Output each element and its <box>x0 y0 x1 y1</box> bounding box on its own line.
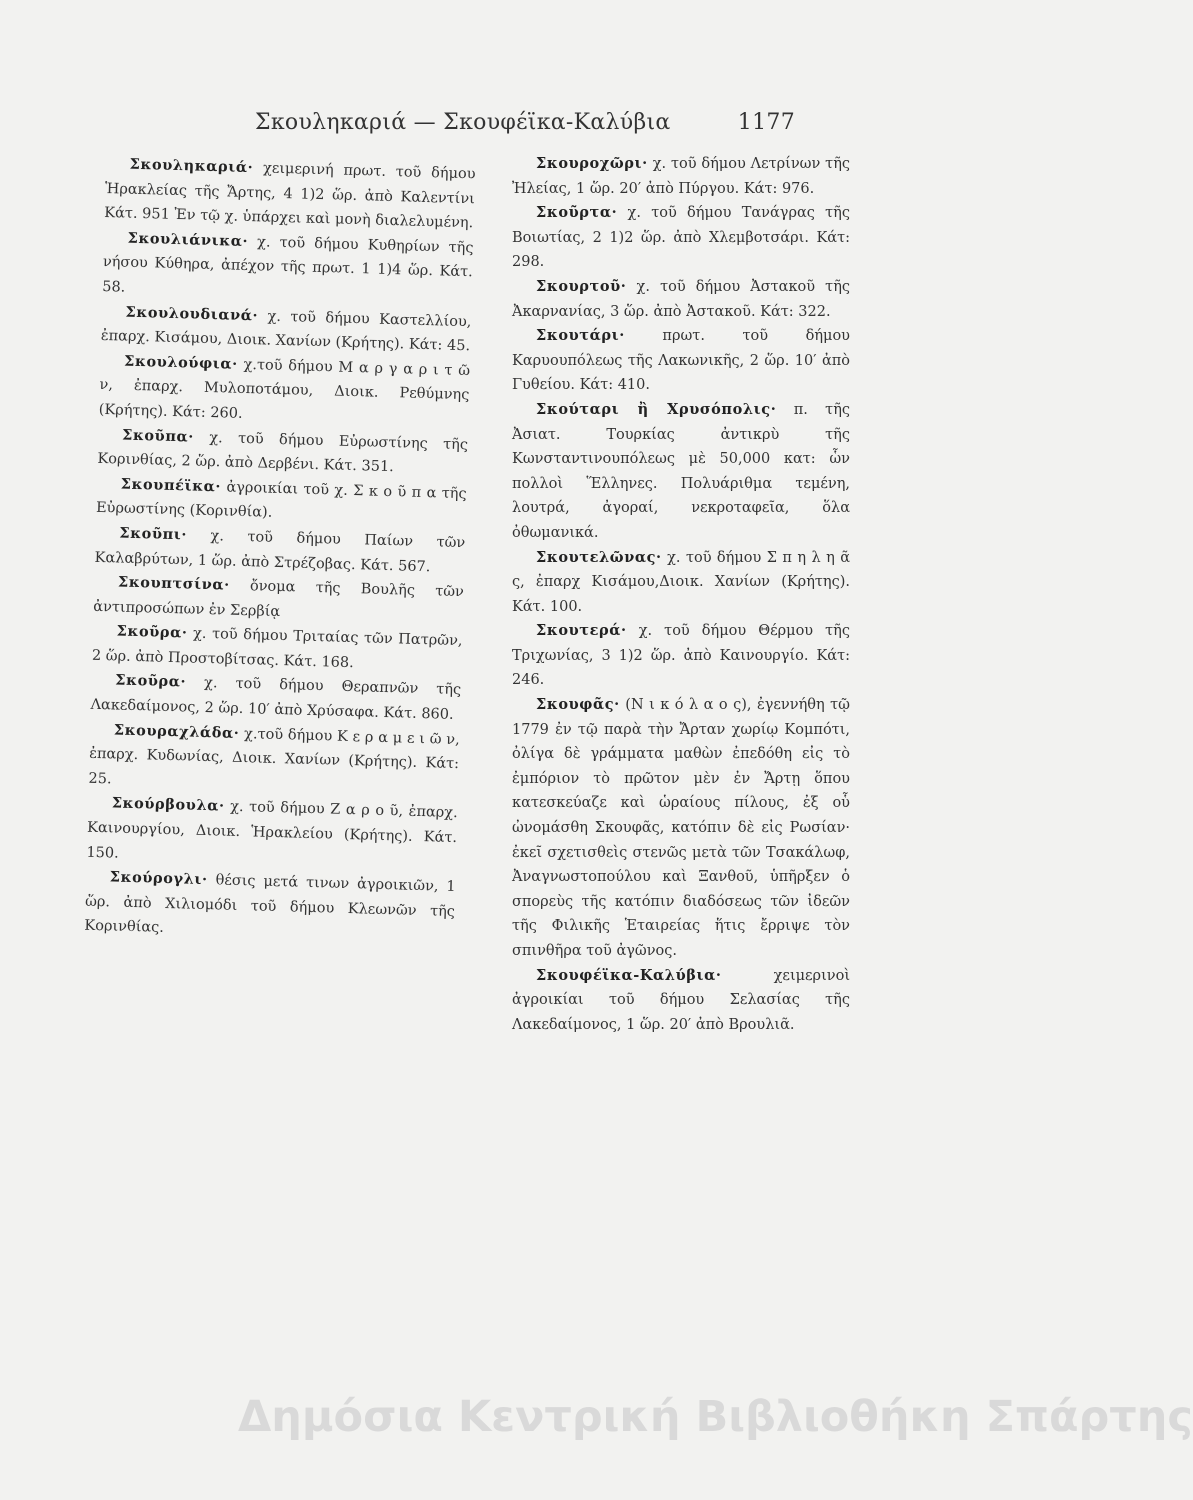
entry-headword: Σκουτάρι· <box>536 327 625 345</box>
dictionary-entry <box>512 619 850 693</box>
dictionary-entry <box>512 964 850 1038</box>
entry-text: χ. τοῦ δήμου Παίων τῶν Καλαβρύτων, 1 ὥρ. ἀπὸ Στρέζοβας. Κάτ. 567. <box>94 527 466 575</box>
entry-text: χ. τοῦ δήμου Λετρίνων τῆς Ἠλείας, 1 ὥρ. 20′ ἀπὸ Πύργου. Κάτ: 976. <box>512 156 850 197</box>
entry-headword: Σκοῦπα· <box>121 426 195 446</box>
dictionary-entry <box>86 791 458 875</box>
dictionary-entry <box>84 865 456 949</box>
entry-headword: Σκοῦρα· <box>115 671 187 691</box>
entry-headword: Σκουραχλάδα· <box>113 721 240 742</box>
dictionary-entry <box>104 152 476 236</box>
entry-text: χ. τοῦ δήμου Σ π η λ η ᾶ ς, ἐπαρχ Κισάμου,Διοικ. Χανίων (Κρήτης). Κάτ. 100. <box>512 549 850 615</box>
library-watermark: Δημόσια Κεντρική Βιβλιοθήκη Σπάρτης <box>238 1392 1193 1442</box>
entry-headword: Σκοῦρτα· <box>536 204 618 222</box>
entry-headword: Σκούρογλι· <box>109 868 208 889</box>
dictionary-entry <box>512 152 850 201</box>
entry-headword: Σκουροχῶρι· <box>536 155 648 172</box>
dictionary-entry <box>512 275 850 324</box>
right-column <box>512 152 850 1037</box>
entry-headword: Σκουλουδιανά· <box>125 303 259 324</box>
dictionary-entry <box>102 226 474 310</box>
entry-text: χ. τοῦ δήμου Καστελλίου, ἐπαρχ. Κισάμου, Διοικ. Χανίων (Κρήτης). Κάτ: 45. <box>100 307 472 355</box>
entry-text: π. τῆς Ἀσιατ. Τουρκίας ἀντικρὺ τῆς Κωνσταντινουπόλεως μὲ 50,000 κατ: ὧν πολλοὶ Ἕλληνες. Πολυάριθμα τεμένη, λουτρά, ἀγοραί, νεκροταφεῖα, ὅλα ὀθωμανικά. <box>512 401 850 541</box>
entry-text: χειμερινή πρωτ. τοῦ δήμου Ἡρακλείας τῆς Ἄρτης, 4 1)2 ὥρ. ἀπὸ Καλεντίνι Κάτ. 951 Ἐν τῷ χ. ὑπάρχει καὶ μονὴ διαλελυμένη. <box>104 160 476 232</box>
entry-headword: Σκουτερά· <box>536 622 627 640</box>
dictionary-entry <box>512 546 850 620</box>
entry-text: χ. τοῦ δήμου Θέρμου τῆς Τριχωνίας, 3 1)2 ὥρ. ἀπὸ Καινουργίο. Κάτ: 246. <box>512 623 850 689</box>
entry-text: θέσις μετά τινων ἀγροικιῶν, 1 ὥρ. ἀπὸ Χιλιομόδι τοῦ δήμου Κλεωνῶν τῆς Κορινθίας. <box>84 872 456 937</box>
entry-headword: Σκουληκαριά· <box>129 155 254 177</box>
dictionary-entry <box>512 693 850 964</box>
entry-text: χ. τοῦ δήμου Ἀστακοῦ τῆς Ἀκαρνανίας, 3 ὥρ. ἀπὸ Ἀστακοῦ. Κάτ: 322. <box>512 278 850 320</box>
entry-text: χ. τοῦ δήμου Θεραπνῶν τῆς Λακεδαίμονος, 2 ὥρ. 10′ ἀπὸ Χρύσαφα. Κάτ. 860. <box>90 674 462 723</box>
entry-headword: Σκουλιάνικα· <box>127 229 249 250</box>
dictionary-entry <box>512 398 850 546</box>
entry-headword: Σκουπέϊκα· <box>120 475 222 496</box>
entry-text: χ. τοῦ δήμου Κυθηρίων τῆς νήσου Κύθηρα, ἀπέχον τῆς πρωτ. 1 1)4 ὥρ. Κάτ. 58. <box>102 233 474 296</box>
entry-text: πρωτ. τοῦ δήμου Καρυουπόλεως τῆς Λακωνικῆς, 2 ὥρ. 10′ ἀπὸ Γυθείου. Κάτ: 410. <box>512 328 850 394</box>
entry-headword: Σκουλούφια· <box>123 352 239 373</box>
entry-headword: Σκούταρι ἢ Χρυσόπολις· <box>536 400 777 418</box>
entry-headword: Σκοῦρα· <box>116 622 188 642</box>
entry-text: χ. τοῦ δήμου Τριταίας τῶν Πατρῶν, 2 ὥρ. ἀπὸ Προστοβίτσας. Κάτ. 168. <box>91 625 463 671</box>
dictionary-entry <box>98 349 470 433</box>
entry-headword: Σκουρτοῦ· <box>536 277 627 295</box>
entry-headword: Σκουτελῶνας· <box>536 548 662 566</box>
entry-text: ἀγροικίαι τοῦ χ. Σ κ ο ῦ π α τῆς Εὐρωστίνης (Κορινθία). <box>95 479 467 522</box>
entry-headword: Σκοῦπι· <box>119 524 188 544</box>
entry-text: χ.τοῦ δήμου Κ ε ρ α μ ε ι ῶ ν, ἐπαρχ. Κυδωνίας, Διοικ. Χανίων (Κρήτης). Κάτ: 25. <box>88 725 460 788</box>
dictionary-entry <box>88 717 460 801</box>
entry-text: (Ν ι κ ό λ α ο ς), ἐγεννήθη τῷ 1779 ἐν τῷ παρὰ τὴν Ἄρταν χωρίῳ Κομπότι, ὀλίγα δὲ γράμματα μαθὼν ἐπεδόθη εἰς τὸ ἐμπόριον τὸ πρῶτον μὲν ἐν Ἄρτῃ ὅπου κατεσκεύαζε καὶ ὡραίους πίλους, ἐξ οὗ ὠνομάσθη Σκουφᾶς, κατόπιν δὲ εἰς Ρωσίαν· ἐκεῖ σχετισθεὶς στενῶς μετὰ τῶν Τσακάλωφ, Ἀναγνωστοπούλου καὶ Ξανθοῦ, ὑπῆρξεν ὁ σπορεὺς τῆς κατόπιν διαδόσεως τῶν ἰδεῶν τῆς Φιλικῆς Ἑταιρείας ἥτις ἔρριψε τὸν σπινθῆρα τοῦ ἀγῶνος. <box>512 697 850 959</box>
running-head-title: Σκουληκαριά — Σκουφέϊκα-Καλύβια <box>255 110 671 135</box>
left-column <box>84 152 476 949</box>
entry-text: χ. τοῦ δήμου Τανάγρας τῆς Βοιωτίας, 2 1)2 ὥρ. ἀπὸ Χλεμβοτσάρι. Κάτ: 298. <box>512 205 850 271</box>
entry-headword: Σκουπτσίνα· <box>117 573 230 594</box>
entry-text: χ. τοῦ δήμου Εὐρωστίνης τῆς Κορινθίας, 2 ὥρ. ἀπὸ Δερβένι. Κάτ. 351. <box>97 429 469 476</box>
entry-text: ὄνομα τῆς Βουλῆς τῶν ἀντιπροσώπων ἐν Σερβίᾳ <box>93 577 465 620</box>
entry-headword: Σκουφᾶς· <box>536 696 620 714</box>
entry-text: χ. τοῦ δήμου Ζ α ρ ο ῦ, ἐπαρχ. Καινουργίου, Διοικ. Ἡρακλείου (Κρήτης). Κάτ. 150. <box>86 799 458 862</box>
dictionary-entry <box>512 324 850 398</box>
dictionary-entry <box>512 201 850 275</box>
entry-headword: Σκουφέϊκα-Καλύβια· <box>536 966 722 984</box>
entry-headword: Σκούρβουλα· <box>111 794 225 816</box>
entry-text: χειμερινοὶ ἀγροικίαι τοῦ δήμου Σελασίας τῆς Λακεδαίμονος, 1 ὥρ. 20′ ἀπὸ Βρουλιᾶ. <box>512 967 850 1033</box>
page-number: 1177 <box>737 110 795 135</box>
entry-text: χ.τοῦ δήμου Μ α ρ γ α ρ ι τ ῶ ν, ἐπαρχ. Μυλοποτάμου, Διοικ. Ρεθύμνης (Κρήτης). Κάτ: 260. <box>98 356 471 422</box>
